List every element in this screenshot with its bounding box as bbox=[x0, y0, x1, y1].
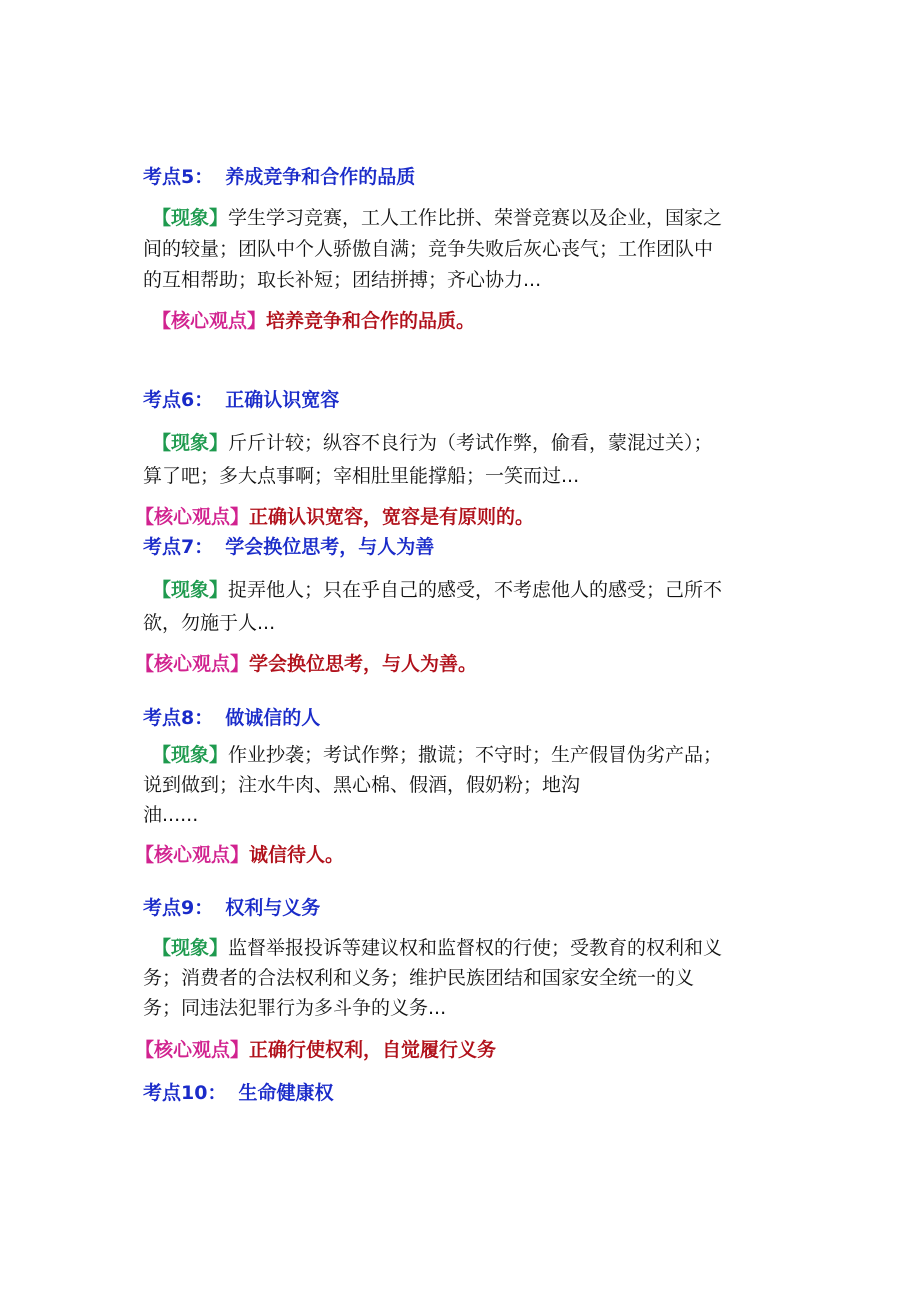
section-8-phenomenon-line-3: 油...... bbox=[143, 804, 199, 826]
section-label: 考点5： bbox=[143, 166, 214, 188]
section-title: 做诚信的人 bbox=[225, 707, 321, 729]
section-8-phenomenon-line-1 bbox=[152, 743, 722, 767]
phenomenon-tag: 【现象】 bbox=[152, 432, 229, 454]
section-5-phenomenon-line-1 bbox=[152, 206, 722, 230]
phenomenon-text: 作业抄袭；考试作弊；撒谎；不守时；生产假冒伪劣产品； bbox=[228, 744, 723, 766]
section-5-heading bbox=[143, 165, 415, 189]
section-6-phenomenon-line-2: 算了吧；多大点事啊；宰相肚里能撑船；一笑而过... bbox=[143, 465, 580, 487]
section-9-phenomenon-line-1 bbox=[152, 936, 722, 960]
core-view-tag: 【核心观点】 bbox=[152, 310, 267, 332]
section-9-heading bbox=[143, 896, 320, 920]
section-label: 考点10： bbox=[143, 1082, 227, 1104]
phenomenon-tag: 【现象】 bbox=[152, 579, 229, 601]
section-title: 权利与义务 bbox=[225, 897, 321, 919]
section-8-heading bbox=[143, 706, 320, 730]
core-view-text: 学会换位思考，与人为善。 bbox=[249, 653, 478, 675]
phenomenon-tag: 【现象】 bbox=[152, 207, 229, 229]
section-label: 考点9： bbox=[143, 897, 214, 919]
core-view-text: 培养竞争和合作的品质。 bbox=[266, 310, 476, 332]
section-title: 学会换位思考，与人为善 bbox=[225, 536, 435, 558]
section-label: 考点7： bbox=[143, 536, 214, 558]
phenomenon-text: 捉弄他人；只在乎自己的感受，不考虑他人的感受；己所不 bbox=[228, 579, 723, 601]
section-5-phenomenon-line-3: 的互相帮助；取长补短；团结拼搏；齐心协力... bbox=[143, 269, 542, 291]
section-8-core-view bbox=[135, 843, 344, 867]
section-label: 考点8： bbox=[143, 707, 214, 729]
section-6-phenomenon-line-1 bbox=[152, 431, 713, 455]
section-5-phenomenon-line-2: 间的较量；团队中个人骄傲自满；竞争失败后灰心丧气；工作团队中 bbox=[143, 238, 714, 260]
core-view-tag: 【核心观点】 bbox=[135, 844, 250, 866]
core-view-text: 正确行使权利，自觉履行义务 bbox=[249, 1039, 497, 1061]
section-5-core-view bbox=[152, 309, 475, 333]
section-7-phenomenon-line-2: 欲，勿施于人... bbox=[143, 612, 276, 634]
phenomenon-tag: 【现象】 bbox=[152, 937, 229, 959]
core-view-tag: 【核心观点】 bbox=[135, 653, 250, 675]
core-view-tag: 【核心观点】 bbox=[135, 1039, 250, 1061]
core-view-text: 正确认识宽容，宽容是有原则的。 bbox=[249, 506, 535, 528]
section-9-phenomenon-line-2: 务；消费者的合法权利和义务；维护民族团结和国家安全统一的义 bbox=[143, 967, 695, 989]
section-title: 正确认识宽容 bbox=[225, 389, 340, 411]
section-7-core-view bbox=[135, 652, 477, 676]
section-title: 生命健康权 bbox=[238, 1082, 334, 1104]
section-8-phenomenon-line-2: 说到做到；注水牛肉、黑心棉、假酒，假奶粉；地沟 bbox=[143, 774, 581, 796]
phenomenon-text: 斤斤计较；纵容不良行为（考试作弊，偷看，蒙混过关）； bbox=[228, 432, 713, 454]
core-view-text: 诚信待人。 bbox=[249, 844, 345, 866]
section-title: 养成竞争和合作的品质 bbox=[225, 166, 416, 188]
section-label: 考点6： bbox=[143, 389, 214, 411]
section-9-core-view bbox=[135, 1038, 496, 1062]
section-10-heading bbox=[143, 1081, 333, 1105]
phenomenon-text: 监督举报投诉等建议权和监督权的行使；受教育的权利和义 bbox=[228, 937, 723, 959]
section-9-phenomenon-line-3: 务；同违法犯罪行为多斗争的义务... bbox=[143, 997, 447, 1019]
section-7-heading bbox=[143, 535, 434, 559]
section-7-phenomenon-line-1 bbox=[152, 578, 722, 602]
phenomenon-tag: 【现象】 bbox=[152, 744, 229, 766]
section-6-heading bbox=[143, 388, 339, 412]
phenomenon-text: 学生学习竞赛，工人工作比拼、荣誉竞赛以及企业，国家之 bbox=[228, 207, 723, 229]
core-view-tag: 【核心观点】 bbox=[135, 506, 250, 528]
section-6-core-view bbox=[135, 505, 534, 529]
